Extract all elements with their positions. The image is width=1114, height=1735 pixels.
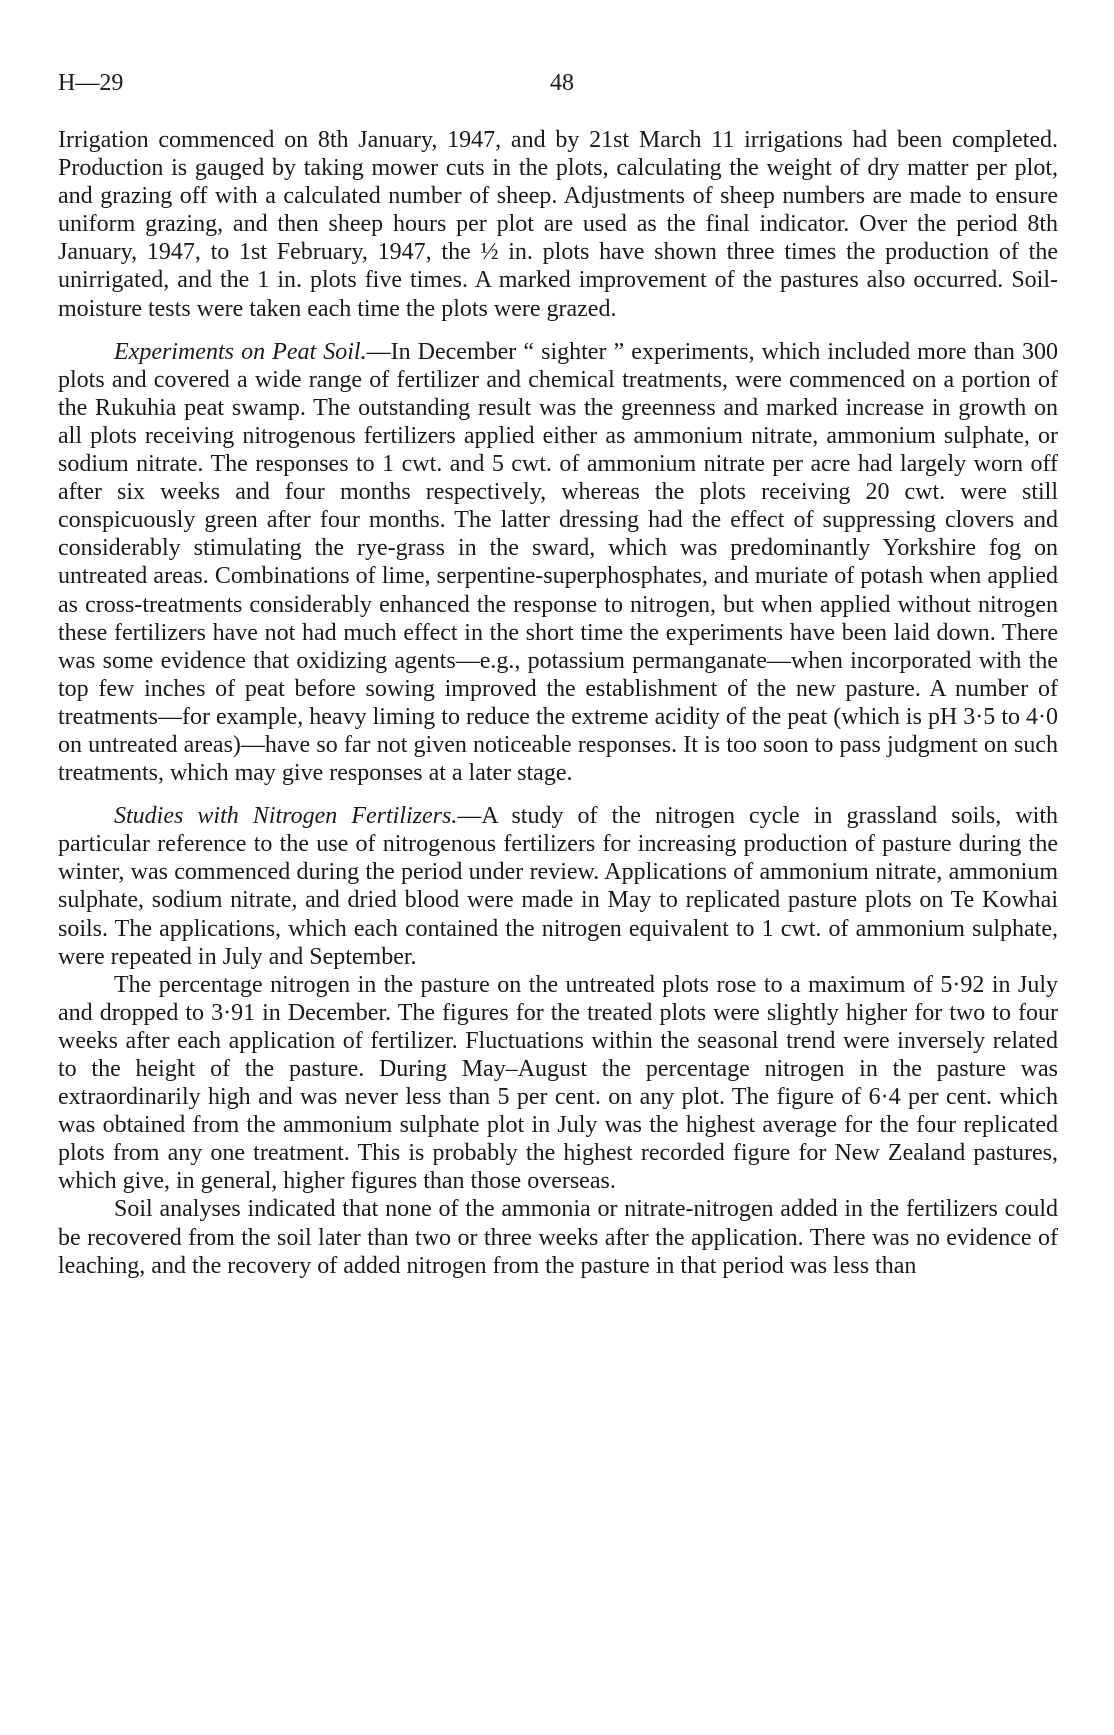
paragraph-text: Irrigation commenced on 8th January, 1947, and by 21st March 11 irrigations had been completed. Production is gauged by taking mower cuts in the plots, calculating the weight of dry matter per plot, and grazing off with a calculated number of sheep. Adjustments of sheep numbers are made to ensure uniform grazing, and then sheep hours per plot are used as the final indicator. Over the period 8th January, 1947, to 1st February, 1947, the ½ in. plots have shown three times the production of the unirrigated, and the 1 in. plots five times. A marked improvement of the pastures also occurred. Soil-moisture tests were taken each time the plots were grazed. xyxy=(58,127,1058,322)
paragraph-percentage-nitrogen xyxy=(58,971,1058,1196)
page-number: 48 xyxy=(550,70,574,96)
body-text xyxy=(58,126,1058,1280)
section-heading-peat-soil: Experiments on Peat Soil. xyxy=(114,338,367,365)
paragraph-text: —A study of the nitrogen cycle in grassland soils, with particular reference to the use of nitrogenous fertilizers for increasing production of pasture during the winter, was commenced during the period under review. Applications of ammonium nitrate, ammonium sulphate, sodium nitrate, and dried blood were made in May to replicated pasture plots on Te Kowhai soils. The applications, which each contained the nitrogen equivalent to 1 cwt. of ammonium sulphate, were repeated in July and September. xyxy=(58,803,1058,970)
paragraph-nitrogen-fertilizers xyxy=(58,802,1058,971)
paragraph-irrigation xyxy=(58,126,1058,323)
document-reference: H—29 xyxy=(58,70,124,96)
page-header xyxy=(58,70,1058,110)
paragraph-text: The percentage nitrogen in the pasture on the untreated plots rose to a maximum of 5·92 in July and dropped to 3·91 in December. The figures for the treated plots were slightly higher for two to four weeks after each application of fertilizer. Fluctuations within the seasonal trend were inversely related to the height of the pasture. During May–August the percentage nitrogen in the pasture was extraordinarily high and was never less than 5 per cent. on any plot. The figure of 6·4 per cent. which was obtained from the ammonium sulphate plot in July was the highest average for the four replicated plots from any one treatment. This is probably the highest recorded figure for New Zealand pastures, which give, in general, higher figures than those overseas. xyxy=(58,971,1058,1195)
paragraph-text: Soil analyses indicated that none of the ammonia or nitrate-nitrogen added in the fertilizers could be recovered from the soil later than two or three weeks after the application. There was no evidence of leaching, and the recovery of added nitrogen from the pasture in that period was less than xyxy=(58,1196,1058,1279)
paragraph-text: —In December “ sighter ” experiments, which included more than 300 plots and covered a wide range of fertilizer and chemical treatments, were commenced on a portion of the Rukuhia peat swamp. The outstanding result was the greenness and marked increase in growth on all plots receiving nitrogenous fertilizers applied either as ammonium nitrate, ammonium sulphate, or sodium nitrate. The responses to 1 cwt. and 5 cwt. of ammonium nitrate per acre had largely worn off after six weeks and four months respectively, whereas the plots receiving 20 cwt. were still conspicuously green after four months. The latter dressing had the effect of suppressing clovers and considerably stimulating the rye-grass in the sward, which was predominantly Yorkshire fog on untreated areas. Combinations of lime, serpentine-superphosphates, and muriate of potash when applied as cross-treatments considerably enhanced the response to nitrogen, but when applied without nitrogen these fertilizers have not had much effect in the short time the experiments have been laid down. There was some evidence that oxidizing agents—e.g., potassium permanganate—when incorporated with the top few inches of peat before sowing improved the establishment of the new pasture. A number of treatments—for example, heavy liming to reduce the extreme acidity of the peat (which is pH 3·5 to 4·0 on untreated areas)—have so far not given noticeable responses. It is too soon to pass judgment on such treatments, which may give responses at a later stage. xyxy=(58,338,1059,787)
paragraph-peat-soil xyxy=(58,338,1058,788)
section-heading-nitrogen-fertilizers: Studies with Nitrogen Fertilizers. xyxy=(114,803,458,830)
paragraph-soil-analyses xyxy=(58,1195,1058,1279)
document-page xyxy=(58,70,1058,1280)
